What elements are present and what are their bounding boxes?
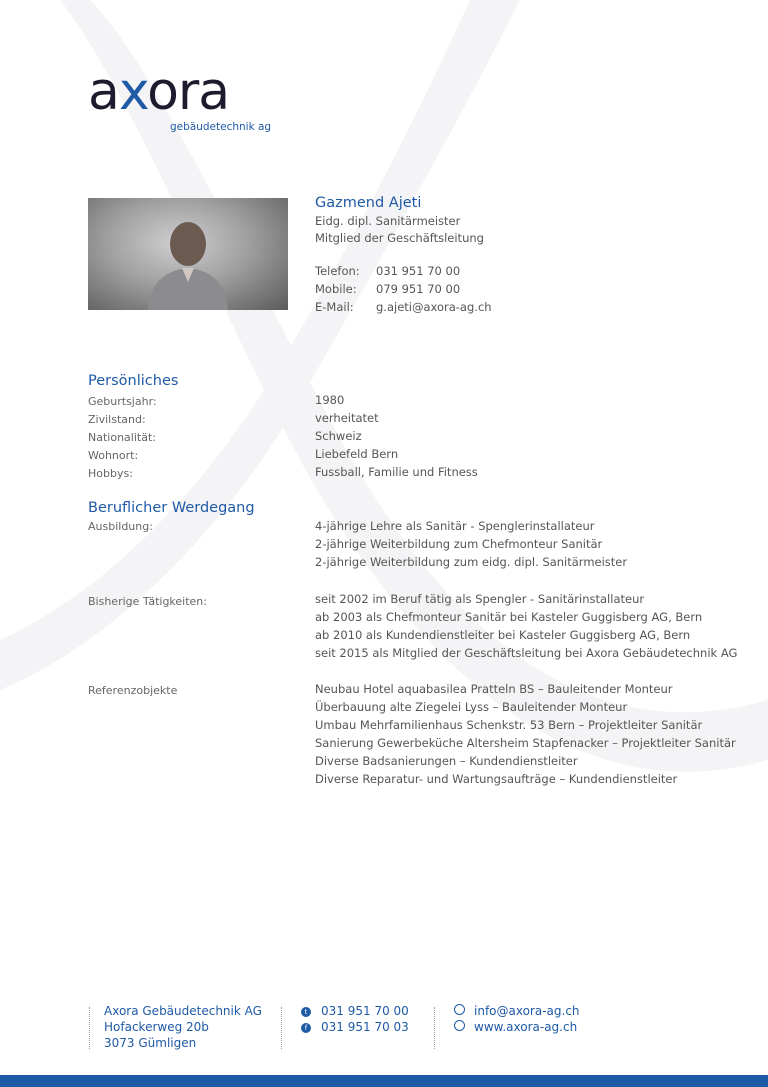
personal-value: verheitatet <box>315 411 379 425</box>
footer-divider <box>434 1007 435 1049</box>
job-item: ab 2010 als Kundendienstleiter bei Kasteler Guggisberg AG, Bern <box>315 628 691 642</box>
personal-value: 1980 <box>315 393 345 407</box>
fax-icon: f <box>301 1023 311 1033</box>
person-title-1: Eidg. dipl. Sanitärmeister <box>315 214 461 228</box>
footer-phone[interactable]: 031 951 70 00 <box>321 1004 409 1018</box>
logo-tagline: gebäudetechnik ag <box>170 121 272 133</box>
footer-company: Axora Gebäudetechnik AG <box>104 1004 262 1018</box>
person-name: Gazmend Ajeti <box>315 195 422 211</box>
person-title-2: Mitglied der Geschäftsleitung <box>315 231 484 245</box>
email-icon <box>454 1004 465 1015</box>
references-label: Referenzobjekte <box>88 684 178 697</box>
reference-item: Umbau Mehrfamilienhaus Schenkstr. 53 Bern – Projektleiter Sanitär <box>315 718 703 732</box>
personal-label: Nationalität: <box>88 431 156 444</box>
jobs-label: Bisherige Tätigkeiten: <box>88 595 207 608</box>
footer-web[interactable]: www.axora-ag.ch <box>474 1020 578 1034</box>
reference-item: Überbauung alte Ziegelei Lyss – Bauleitender Monteur <box>315 700 628 714</box>
logo-letter-a: a <box>88 62 119 122</box>
job-item: seit 2002 im Beruf tätig als Spengler - Sanitärinstallateur <box>315 592 645 606</box>
reference-item: Diverse Reparatur- und Wartungsaufträge – Kundendienstleiter <box>315 772 678 786</box>
portrait-photo <box>88 198 288 310</box>
footer-phones <box>301 1003 409 1035</box>
reference-item: Neubau Hotel aquabasilea Pratteln BS – Bauleitender Monteur <box>315 682 673 696</box>
globe-icon <box>454 1020 465 1031</box>
personal-value: Liebefeld Bern <box>315 447 399 461</box>
job-item: ab 2003 als Chefmonteur Sanitär bei Kasteler Guggisberg AG, Bern <box>315 610 703 624</box>
footer-email[interactable]: info@axora-ag.ch <box>474 1004 580 1018</box>
personal-label: Wohnort: <box>88 449 139 462</box>
footer-address <box>104 1003 262 1051</box>
section-title-career: Beruflicher Werdegang <box>88 500 255 516</box>
footer-divider <box>281 1007 282 1049</box>
footer-online <box>454 1003 580 1035</box>
education-item: 2-jährige Weiterbildung zum Chefmonteur Sanitär <box>315 537 603 551</box>
personal-value: Fussball, Familie und Fitness <box>315 465 478 479</box>
contact-label-mobile: Mobile: <box>315 282 357 296</box>
reference-item: Diverse Badsanierungen – Kundendienstleiter <box>315 754 578 768</box>
section-title-personal: Persönliches <box>88 373 179 389</box>
education-item: 4-jährige Lehre als Sanitär - Spenglerinstallateur <box>315 519 595 533</box>
personal-label: Hobbys: <box>88 467 133 480</box>
education-label: Ausbildung: <box>88 520 153 533</box>
education-item: 2-jährige Weiterbildung zum eidg. dipl. Sanitärmeister <box>315 555 628 569</box>
footer <box>88 1003 768 1053</box>
footer-city: 3073 Gümligen <box>104 1036 197 1050</box>
logo-letter-x: x <box>118 62 148 122</box>
personal-value: Schweiz <box>315 429 362 443</box>
reference-item: Sanierung Gewerbeküche Altersheim Stapfenacker – Projektleiter Sanitär <box>315 736 736 750</box>
contact-label-email: E-Mail: <box>315 300 354 314</box>
person-silhouette-icon <box>88 198 288 310</box>
logo-letters-ora: ora <box>147 62 230 122</box>
footer-fax: 031 951 70 03 <box>321 1020 409 1034</box>
bottom-brand-bar <box>0 1075 768 1087</box>
contact-value-email: g.ajeti@axora-ag.ch <box>376 300 492 314</box>
job-item: seit 2015 als Mitglied der Geschäftsleitung bei Axora Gebäudetechnik AG <box>315 646 738 660</box>
contact-label-phone: Telefon: <box>315 264 360 278</box>
footer-divider <box>89 1007 90 1049</box>
personal-label: Zivilstand: <box>88 413 146 426</box>
footer-street: Hofackerweg 20b <box>104 1020 209 1034</box>
contact-value-phone: 031 951 70 00 <box>376 264 461 278</box>
company-logo <box>88 62 288 140</box>
phone-icon: t <box>301 1007 311 1017</box>
contact-value-mobile: 079 951 70 00 <box>376 282 461 296</box>
personal-label: Geburtsjahr: <box>88 395 157 408</box>
